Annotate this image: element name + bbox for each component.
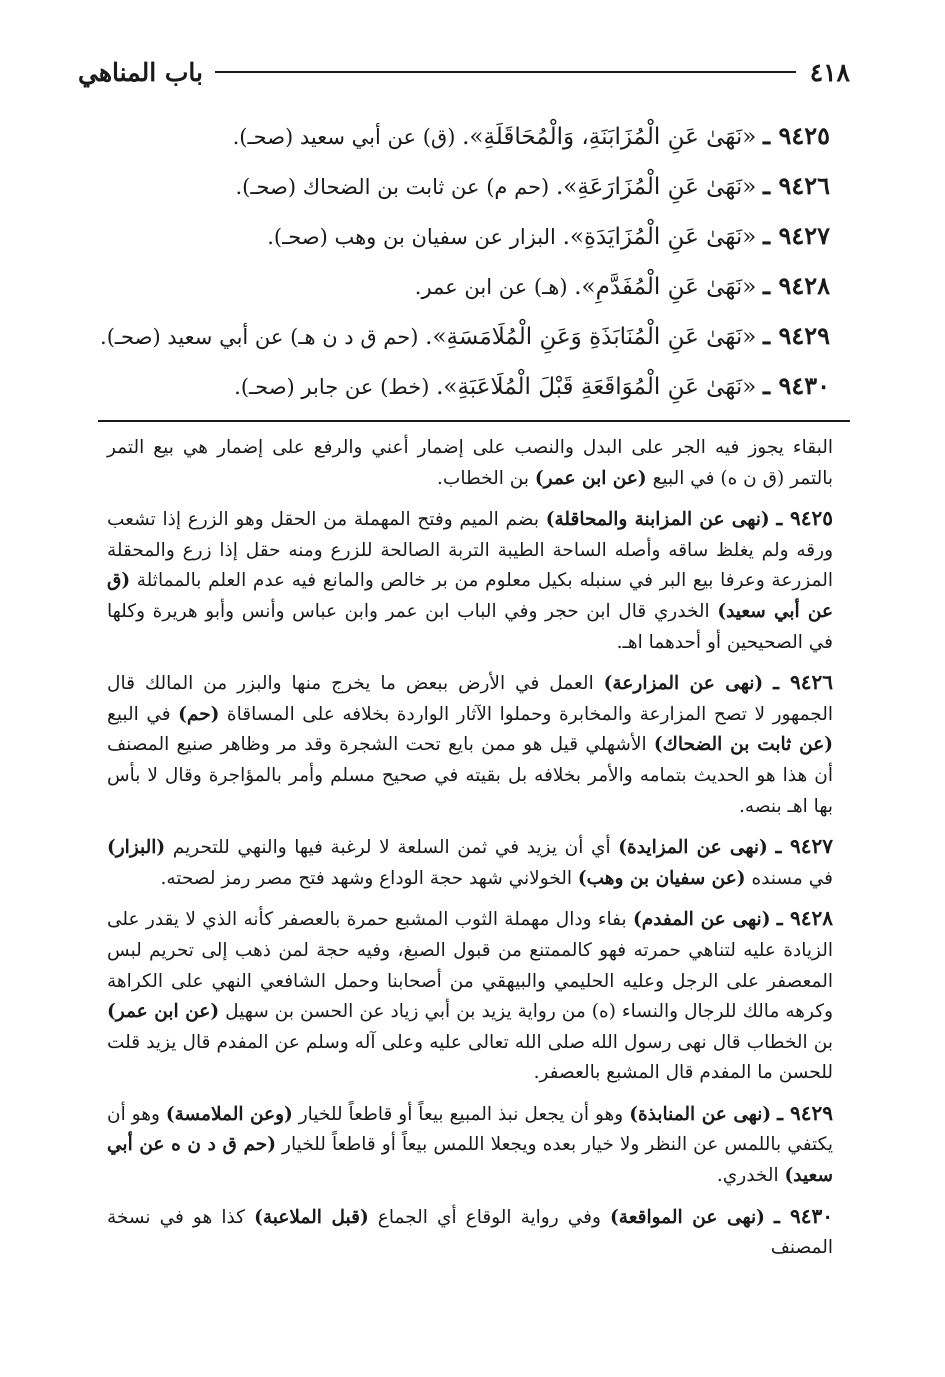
hadith-item bbox=[90, 163, 830, 213]
commentary-bold: (حم) bbox=[178, 703, 220, 725]
commentary-text: الخولاني شهد حجة الوداع وشهد فتح مصر رمز لصحته. bbox=[160, 867, 578, 889]
hadith-source: (حم ق د ن هـ) عن أبي سعيد (صحـ). bbox=[100, 325, 419, 349]
hadith-item bbox=[90, 313, 830, 363]
commentary-number: ٩٤٢٦ ـ bbox=[773, 670, 833, 695]
commentary-text: البقاء يجوز فيه الجر على البدل والنصب على إضمار أعني والرفع على إضمار هي بيع التمر بالتمر (ق ن ه) في البيع bbox=[107, 437, 833, 489]
commentary-text: في مسنده bbox=[745, 867, 833, 889]
hadith-source: (خط) عن جابر (صحـ). bbox=[234, 375, 430, 399]
hadith-list bbox=[90, 113, 830, 413]
commentary-number: ٩٤٢٥ ـ bbox=[776, 506, 833, 531]
commentary-text: أي أن يزيد في ثمن السلعة لا لرغبة فيها والنهي للتحريم bbox=[165, 837, 619, 859]
commentary-intro bbox=[107, 433, 833, 494]
hadith-source: البزار عن سفيان بن وهب (صحـ). bbox=[267, 225, 556, 249]
commentary-text: بن الخطاب. bbox=[437, 467, 535, 489]
commentary-9427 bbox=[107, 831, 833, 894]
hadith-text: «نَهَىٰ عَنِ الْمُنَابَذَةِ وَعَنِ الْمُلَامَسَةِ». bbox=[425, 324, 757, 350]
commentary-bold: (نهى عن المواقعة) bbox=[610, 1206, 765, 1228]
hadith-item bbox=[90, 363, 830, 413]
commentary-9426 bbox=[107, 667, 833, 822]
hadith-number: ٩٤٢٨ ـ bbox=[763, 271, 830, 300]
hadith-text: «نَهَىٰ عَنِ الْمُزَابَنَةِ، وَالْمُحَاقَلَةِ». bbox=[462, 124, 757, 150]
commentary-text: بن الخطاب قال نهى رسول الله صلى الله تعالى عليه وعلى آله وسلم عن المفدم قال يزيد قلت للحسن ما المفدم قال المشبع بالعصفر. bbox=[107, 1031, 833, 1084]
hadith-number: ٩٤٢٦ ـ bbox=[763, 171, 830, 200]
commentary-text: وهو أن يكتفي باللمس عن النظر ولا خيار بعده ويجعلا اللمس بيعاً أو قاطعاً للخيار bbox=[107, 1103, 833, 1156]
hadith-source: (هـ) عن ابن عمر. bbox=[414, 275, 568, 299]
commentary-text: العمل في الأرض ببعض ما يخرج منها والبزر من المالك قال الجمهور لا تصح المزارعة والمخابرة وحملوا الآثار الواردة بخلافه على المساقاة bbox=[107, 673, 833, 725]
commentary-text: الأشهلي قيل هو ممن بايع تحت الشجرة وقد مر وظاهر صنيع المصنف أن هذا هو الحديث بتمامه والأمر بخلافه بل بقيته في صحيح مسلم وأمر بالمؤاجرة وقال لا بأس بها اهـ بنصه. bbox=[107, 734, 833, 817]
hadith-text: «نَهَىٰ عَنِ الْمُوَاقَعَةِ قَبْلَ الْمُلَاعَبَةِ». bbox=[436, 374, 757, 400]
hadith-source: (حم م) عن ثابت بن الضحاك (صحـ). bbox=[235, 175, 550, 199]
commentary-text: بضم الميم وفتح المهملة من الحقل وهو الزرع إذا تشعب ورقه ولم يغلظ ساقه وأصله الساحة الطيبة التربة الصالحة للزرع ومنه حقل إذا زرع والمحقلة المزرعة وعرفا بيع البر في سنبله بكيل معلوم من بر خالص والمانع فيه عدم العلم بالمماثلة bbox=[107, 509, 833, 592]
commentary-bold: (عن ابن عمر) bbox=[534, 467, 647, 489]
hadith-source: (ق) عن أبي سعيد (صحـ). bbox=[232, 125, 456, 149]
chapter-title: باب المناهي bbox=[78, 57, 204, 87]
commentary-text: الخدري قال ابن حجر وفي الباب ابن عمر وابن عباس وأنس وأبو هريرة وكلها في الصحيحين أو أحدهما اهـ. bbox=[107, 600, 833, 653]
commentary-bold: (عن سفيان بن وهب) bbox=[577, 867, 746, 889]
commentary-bold: (نهى عن المفدم) bbox=[632, 909, 771, 931]
commentary-text: بفاء ودال مهملة الثوب المشبع حمرة بالعصفر كأنه الذي لا يقدر على الزيادة عليه لتناهي حمرته فهو كالممتنع من قبول الصبغ، وفيه حجة لمن ذهب إلى تحريم لبس المعصفر على الرجل وعليه الحليمي والبيهقي من أصحابنا وحمل الشافعي النهي على الكراهة وكرهه مالك للرجال والنساء (ه) من رواية يزيد بن أبي زياد عن الحسن بن سهيل bbox=[107, 909, 834, 1023]
commentary-text: في البيع bbox=[107, 703, 179, 725]
commentary-number: ٩٤٣٠ ـ bbox=[774, 1203, 834, 1228]
commentary-bold: (وعن الملامسة) bbox=[165, 1103, 293, 1125]
commentary-bold: (نهى عن المزارعة) bbox=[603, 673, 764, 695]
hadith-text: «نَهَىٰ عَنِ الْمُفَدَّمِ». bbox=[574, 274, 757, 300]
commentary-9428 bbox=[107, 903, 833, 1089]
commentary-bold: (ق عن أبي سعيد) bbox=[107, 570, 834, 622]
hadith-number: ٩٤٢٩ ـ bbox=[763, 321, 830, 350]
commentary-bold: (قبل الملاعبة) bbox=[254, 1206, 369, 1228]
commentary-bold: (حم ق د ن ه عن أبي سعيد) bbox=[107, 1134, 833, 1187]
hadith-item bbox=[90, 263, 830, 313]
commentary-number: ٩٤٢٨ ـ bbox=[776, 906, 833, 931]
commentary-bold: (عن ثابت بن الضحاك) bbox=[653, 734, 833, 756]
footnote-divider bbox=[98, 420, 850, 422]
hadith-item bbox=[90, 113, 830, 163]
header-rule bbox=[215, 71, 796, 73]
hadith-number: ٩٤٣٠ ـ bbox=[763, 371, 830, 400]
commentary-text: كذا هو في نسخة المصنف bbox=[107, 1206, 833, 1259]
commentary-bold: (البزار) bbox=[107, 837, 166, 859]
commentary-9430 bbox=[107, 1201, 833, 1264]
page-number: ٤١٨ bbox=[809, 57, 850, 87]
commentary-text: وهو أن يجعل نبذ المبيع بيعاً أو قاطعاً للخيار bbox=[292, 1103, 630, 1125]
commentary-text: الخدري. bbox=[716, 1165, 785, 1187]
commentary-bold: (نهى عن المنابذة) bbox=[629, 1103, 772, 1125]
commentary-text: وفي رواية الوقاع أي الجماع bbox=[368, 1206, 611, 1228]
page-header bbox=[78, 52, 850, 92]
commentary-number: ٩٤٢٧ ـ bbox=[775, 834, 833, 859]
hadith-number: ٩٤٢٥ ـ bbox=[763, 121, 830, 150]
hadith-item bbox=[90, 213, 830, 263]
commentary bbox=[107, 433, 833, 1273]
commentary-9429 bbox=[107, 1098, 833, 1192]
hadith-text: «نَهَىٰ عَنِ الْمُزَارَعَةِ». bbox=[555, 174, 757, 200]
hadith-number: ٩٤٢٧ ـ bbox=[763, 221, 830, 250]
hadith-text: «نَهَىٰ عَنِ الْمُزَايَدَةِ». bbox=[562, 224, 757, 250]
commentary-bold: (عن ابن عمر) bbox=[107, 1001, 220, 1023]
commentary-number: ٩٤٢٩ ـ bbox=[777, 1100, 833, 1125]
commentary-9425 bbox=[107, 503, 833, 658]
commentary-bold: (نهى عن المزابنة والمحاقلة) bbox=[545, 509, 770, 531]
commentary-bold: (نهى عن المزايدة) bbox=[618, 837, 768, 859]
